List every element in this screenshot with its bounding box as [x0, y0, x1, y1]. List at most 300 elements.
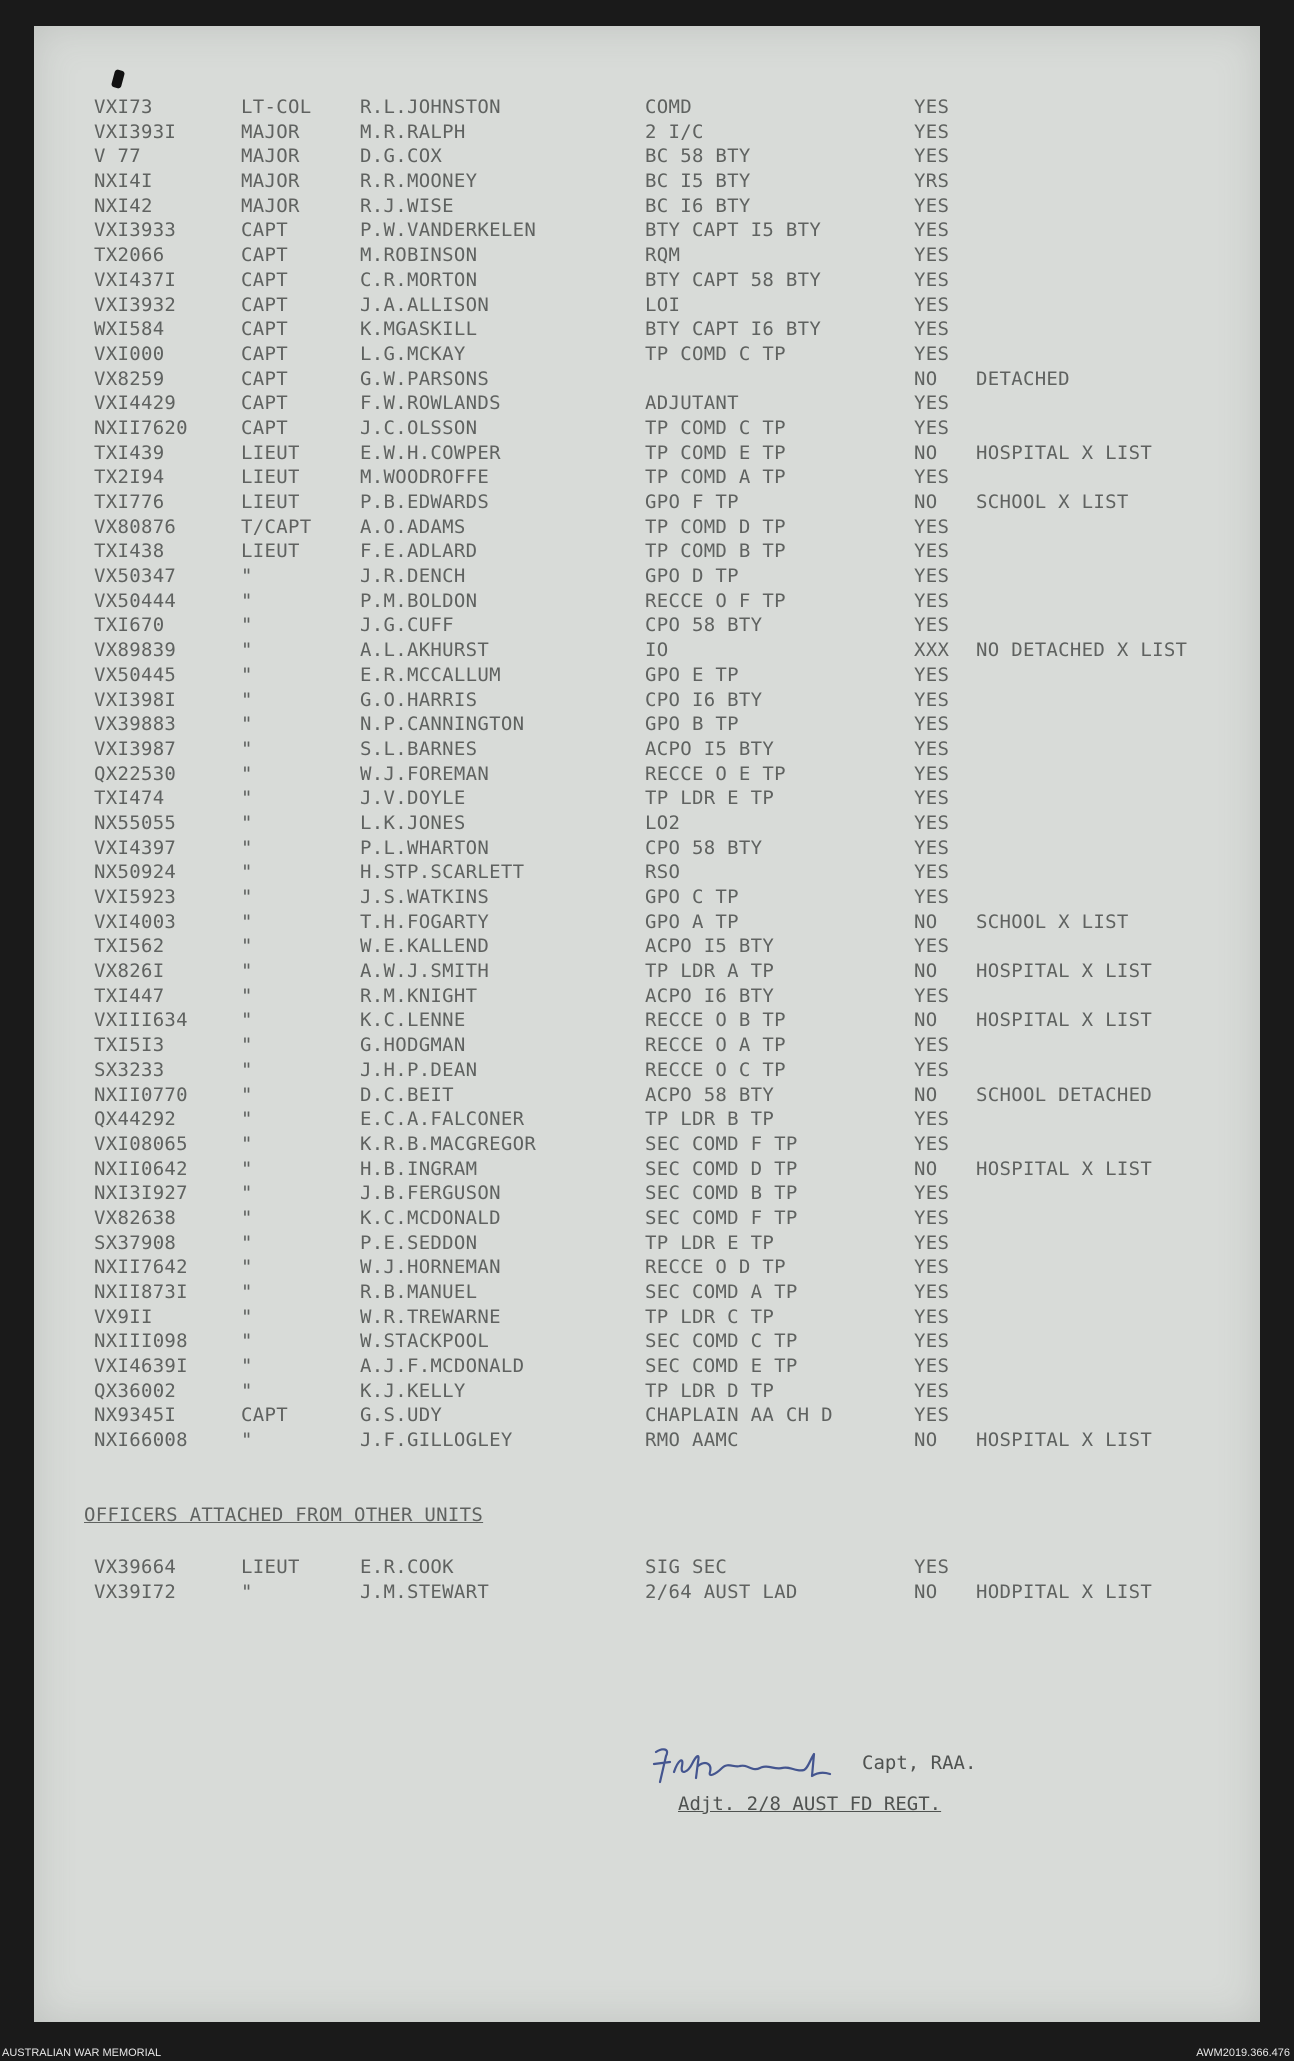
- remark: HOSPITAL X LIST: [976, 960, 1153, 983]
- present-status: YES: [914, 1404, 950, 1427]
- officer-name: J.S.WATKINS: [360, 886, 490, 908]
- appointment: TP LDR D TP: [645, 1379, 775, 1402]
- officer-name: M.ROBINSON: [360, 244, 478, 267]
- service-number: VXI5923: [94, 886, 177, 908]
- appointment: RMO AAMC: [645, 1429, 739, 1452]
- table-row: [94, 465, 1254, 490]
- table-row: [94, 1280, 1254, 1305]
- service-number: VXI08065: [94, 1132, 188, 1155]
- present-status: YES: [914, 293, 950, 316]
- table-row: [94, 959, 1254, 984]
- officer-name: K.R.B.MACGREGOR: [360, 1132, 537, 1155]
- rank: CAPT: [241, 1404, 288, 1427]
- signatory-rank: Capt, RAA.: [862, 1752, 977, 1774]
- officer-name: A.J.F.MCDONALD: [360, 1355, 525, 1378]
- rank: ": [241, 762, 253, 785]
- appointment: TP COMD C TP: [645, 342, 786, 365]
- table-row: [94, 1379, 1254, 1404]
- appointment: GPO C TP: [645, 886, 739, 908]
- table-row: [94, 1555, 1254, 1580]
- rank: ": [241, 737, 253, 760]
- table-row: [94, 169, 1254, 194]
- officer-name: G.HODGMAN: [360, 1034, 466, 1057]
- present-status: YES: [914, 861, 950, 884]
- present-status: YES: [914, 787, 950, 810]
- rank: T/CAPT: [241, 515, 312, 538]
- officer-name: G.O.HARRIS: [360, 688, 478, 711]
- rank: LIEUT: [241, 540, 300, 563]
- service-number: VX80876: [94, 515, 177, 538]
- table-row: [94, 268, 1254, 293]
- officer-name: M.WOODROFFE: [360, 466, 490, 489]
- rank: ": [241, 861, 253, 884]
- remark: HODPITAL X LIST: [976, 1580, 1153, 1603]
- appointment: TP COMD D TP: [645, 515, 786, 538]
- service-number: NXI4I: [94, 170, 153, 193]
- rank: ": [241, 1182, 253, 1205]
- table-row: [94, 1008, 1254, 1033]
- present-status: NO: [914, 910, 938, 933]
- rank: CAPT: [241, 392, 288, 415]
- officer-name: H.STP.SCARLETT: [360, 861, 525, 884]
- service-number: VX9II: [94, 1305, 153, 1328]
- appointment: RECCE O C TP: [645, 1058, 786, 1081]
- officer-name: J.C.OLSSON: [360, 416, 478, 439]
- table-row: [94, 638, 1254, 663]
- present-status: NO: [914, 367, 938, 390]
- rank: ": [241, 836, 253, 859]
- table-row: [94, 1206, 1254, 1231]
- present-status: YES: [914, 1281, 950, 1303]
- service-number: VX8259: [94, 367, 165, 390]
- officer-name: J.V.DOYLE: [360, 787, 466, 810]
- rank: ": [241, 1429, 253, 1452]
- table-row: [94, 589, 1254, 614]
- appointment: SEC COMD F TP: [645, 1132, 798, 1155]
- rank: LT-COL: [241, 96, 312, 118]
- remark: SCHOOL X LIST: [976, 910, 1129, 933]
- table-row: [94, 342, 1254, 367]
- table-row: [94, 243, 1254, 268]
- officer-name: P.L.WHARTON: [360, 836, 490, 859]
- service-number: VX50445: [94, 663, 177, 686]
- table-row: [94, 144, 1254, 169]
- appointment: GPO A TP: [645, 910, 739, 933]
- appointment: ACPO 58 BTY: [645, 1083, 775, 1106]
- present-status: YES: [914, 737, 950, 760]
- officer-name: S.L.BARNES: [360, 737, 478, 760]
- attached-section-title: OFFICERS ATTACHED FROM OTHER UNITS: [84, 1504, 484, 1526]
- remark: HOSPITAL X LIST: [976, 1157, 1153, 1180]
- present-status: YES: [914, 96, 950, 118]
- present-status: YES: [914, 1305, 950, 1328]
- present-status: NO: [914, 491, 938, 513]
- table-row: [94, 490, 1254, 515]
- present-status: NO: [914, 1580, 938, 1603]
- appointment: RECCE O A TP: [645, 1034, 786, 1057]
- table-row: [94, 811, 1254, 836]
- table-row: [94, 95, 1254, 120]
- appointment: SEC COMD A TP: [645, 1281, 798, 1303]
- officer-name: P.E.SEDDON: [360, 1231, 478, 1254]
- table-row: [94, 1083, 1254, 1108]
- officer-roster: [94, 95, 1254, 1453]
- rank: ": [241, 1281, 253, 1303]
- appointment: BTY CAPT I6 BTY: [645, 318, 822, 341]
- service-number: QX36002: [94, 1379, 177, 1402]
- present-status: NO: [914, 1157, 938, 1180]
- present-status: YES: [914, 1556, 950, 1578]
- present-status: YES: [914, 836, 950, 859]
- remark: HOSPITAL X LIST: [976, 441, 1153, 464]
- officer-name: W.J.HORNEMAN: [360, 1256, 501, 1279]
- present-status: YES: [914, 1182, 950, 1205]
- table-row: [94, 1033, 1254, 1058]
- appointment: 2/64 AUST LAD: [645, 1580, 798, 1603]
- table-row: [94, 1354, 1254, 1379]
- appointment: ADJUTANT: [645, 392, 739, 415]
- service-number: NXII873I: [94, 1281, 188, 1303]
- rank: ": [241, 688, 253, 711]
- service-number: VXI3932: [94, 293, 177, 316]
- service-number: TXI474: [94, 787, 165, 810]
- officer-name: K.J.KELLY: [360, 1379, 466, 1402]
- service-number: VXI398I: [94, 688, 177, 711]
- officer-name: E.C.A.FALCONER: [360, 1108, 525, 1131]
- officer-name: R.J.WISE: [360, 194, 454, 217]
- service-number: TXI562: [94, 935, 165, 958]
- present-status: XXX: [914, 639, 950, 662]
- appointment: TP COMD B TP: [645, 540, 786, 563]
- present-status: YES: [914, 713, 950, 736]
- officer-name: F.W.ROWLANDS: [360, 392, 501, 415]
- rank: ": [241, 565, 253, 588]
- present-status: NO: [914, 1083, 938, 1106]
- present-status: YES: [914, 194, 950, 217]
- table-row: [94, 1428, 1254, 1453]
- table-row: [94, 1231, 1254, 1256]
- appointment: ACPO I5 BTY: [645, 737, 775, 760]
- appointment: TP LDR E TP: [645, 1231, 775, 1254]
- rank: ": [241, 1355, 253, 1378]
- officer-name: J.R.DENCH: [360, 565, 466, 588]
- archive-credit: AUSTRALIAN WAR MEMORIAL: [2, 2047, 162, 2059]
- service-number: VXI3933: [94, 219, 177, 242]
- rank: ": [241, 1256, 253, 1279]
- appointment: GPO F TP: [645, 491, 739, 513]
- rank: ": [241, 713, 253, 736]
- appointment: RECCE O B TP: [645, 1009, 786, 1032]
- service-number: VX50347: [94, 565, 177, 588]
- appointment: SEC COMD F TP: [645, 1206, 798, 1229]
- rank: ": [241, 1083, 253, 1106]
- officer-name: K.C.MCDONALD: [360, 1206, 501, 1229]
- rank: CAPT: [241, 367, 288, 390]
- table-row: [94, 737, 1254, 762]
- officer-name: G.W.PARSONS: [360, 367, 490, 390]
- table-row: [94, 885, 1254, 910]
- appointment: TP COMD C TP: [645, 416, 786, 439]
- rank: CAPT: [241, 342, 288, 365]
- appointment: SEC COMD B TP: [645, 1182, 798, 1205]
- rank: MAJOR: [241, 120, 300, 143]
- service-number: VX50444: [94, 589, 177, 612]
- table-row: [94, 934, 1254, 959]
- present-status: YES: [914, 984, 950, 1007]
- appointment: TP LDR B TP: [645, 1108, 775, 1131]
- appointment: SEC COMD E TP: [645, 1355, 798, 1378]
- officer-name: K.MGASKILL: [360, 318, 478, 341]
- present-status: YES: [914, 1108, 950, 1131]
- service-number: VXI4639I: [94, 1355, 188, 1378]
- present-status: NO: [914, 1429, 938, 1452]
- officer-name: J.F.GILLOGLEY: [360, 1429, 513, 1452]
- officer-name: N.P.CANNINGTON: [360, 713, 525, 736]
- service-number: TXI447: [94, 984, 165, 1007]
- rank: ": [241, 1058, 253, 1081]
- rank: ": [241, 935, 253, 958]
- rank: ": [241, 1379, 253, 1402]
- appointment: ACPO I6 BTY: [645, 984, 775, 1007]
- present-status: YES: [914, 886, 950, 908]
- appointment: GPO B TP: [645, 713, 739, 736]
- service-number: NXI42: [94, 194, 153, 217]
- table-row: [94, 1580, 1254, 1605]
- officer-name: R.B.MANUEL: [360, 1281, 478, 1303]
- service-number: NX50924: [94, 861, 177, 884]
- table-row: [94, 317, 1254, 342]
- appointment: GPO E TP: [645, 663, 739, 686]
- officer-name: W.J.FOREMAN: [360, 762, 490, 785]
- officer-name: T.H.FOGARTY: [360, 910, 490, 933]
- present-status: NO: [914, 441, 938, 464]
- service-number: TXI670: [94, 614, 165, 637]
- officer-name: A.W.J.SMITH: [360, 960, 490, 983]
- present-status: YES: [914, 342, 950, 365]
- present-status: YES: [914, 416, 950, 439]
- service-number: QX44292: [94, 1108, 177, 1131]
- table-row: [94, 367, 1254, 392]
- officer-name: D.G.COX: [360, 145, 443, 168]
- appointment: IO: [645, 639, 669, 662]
- table-row: [94, 984, 1254, 1009]
- officer-name: K.C.LENNE: [360, 1009, 466, 1032]
- rank: ": [241, 886, 253, 908]
- remark: SCHOOL DETACHED: [976, 1083, 1153, 1106]
- table-row: [94, 1058, 1254, 1083]
- officer-name: E.R.COOK: [360, 1556, 454, 1578]
- remark: HOSPITAL X LIST: [976, 1429, 1153, 1452]
- service-number: NXII7620: [94, 416, 188, 439]
- rank: CAPT: [241, 219, 288, 242]
- service-number: QX22530: [94, 762, 177, 785]
- service-number: TX2066: [94, 244, 165, 267]
- service-number: NX55055: [94, 811, 177, 834]
- officer-name: L.K.JONES: [360, 811, 466, 834]
- rank: ": [241, 787, 253, 810]
- rank: MAJOR: [241, 145, 300, 168]
- rank: LIEUT: [241, 466, 300, 489]
- present-status: YES: [914, 589, 950, 612]
- officer-name: D.C.BEIT: [360, 1083, 454, 1106]
- appointment: CHAPLAIN AA CH D: [645, 1404, 833, 1427]
- appointment: TP LDR E TP: [645, 787, 775, 810]
- appointment: GPO D TP: [645, 565, 739, 588]
- officer-name: C.R.MORTON: [360, 268, 478, 291]
- officer-name: M.R.RALPH: [360, 120, 466, 143]
- table-row: [94, 1132, 1254, 1157]
- rank: ": [241, 1231, 253, 1254]
- present-status: YES: [914, 1058, 950, 1081]
- present-status: YES: [914, 540, 950, 563]
- table-row: [94, 613, 1254, 638]
- rank: CAPT: [241, 268, 288, 291]
- appointment: ACPO I5 BTY: [645, 935, 775, 958]
- rank: ": [241, 1132, 253, 1155]
- rank: MAJOR: [241, 170, 300, 193]
- service-number: TX2I94: [94, 466, 165, 489]
- officer-name: J.H.P.DEAN: [360, 1058, 478, 1081]
- service-number: TXI5I3: [94, 1034, 165, 1057]
- appointment: SEC COMD C TP: [645, 1330, 798, 1353]
- remark: DETACHED: [976, 367, 1070, 390]
- officer-name: P.W.VANDERKELEN: [360, 219, 537, 242]
- service-number: VXI3987: [94, 737, 177, 760]
- officer-name: F.E.ADLARD: [360, 540, 478, 563]
- rank: LIEUT: [241, 441, 300, 464]
- appointment: SIG SEC: [645, 1556, 728, 1578]
- table-row: [94, 441, 1254, 466]
- service-number: TXI439: [94, 441, 165, 464]
- table-row: [94, 786, 1254, 811]
- present-status: YES: [914, 688, 950, 711]
- table-row: [94, 688, 1254, 713]
- present-status: NO: [914, 960, 938, 983]
- appointment: SEC COMD D TP: [645, 1157, 798, 1180]
- officer-name: A.L.AKHURST: [360, 639, 490, 662]
- table-row: [94, 910, 1254, 935]
- table-row: [94, 515, 1254, 540]
- officer-name: J.A.ALLISON: [360, 293, 490, 316]
- officer-name: W.E.KALLEND: [360, 935, 490, 958]
- remark: SCHOOL X LIST: [976, 491, 1129, 513]
- officer-name: P.M.BOLDON: [360, 589, 478, 612]
- service-number: VX39I72: [94, 1580, 177, 1603]
- service-number: TXI438: [94, 540, 165, 563]
- service-number: TXI776: [94, 491, 165, 513]
- present-status: YES: [914, 614, 950, 637]
- handwritten-signature: [648, 1742, 858, 1788]
- present-status: YES: [914, 268, 950, 291]
- appointment: TP COMD E TP: [645, 441, 786, 464]
- present-status: YES: [914, 1206, 950, 1229]
- officer-name: J.B.FERGUSON: [360, 1182, 501, 1205]
- officer-name: W.STACKPOOL: [360, 1330, 490, 1353]
- rank: LIEUT: [241, 1556, 300, 1578]
- officer-name: E.R.MCCALLUM: [360, 663, 501, 686]
- service-number: V 77: [94, 145, 141, 168]
- officer-name: A.O.ADAMS: [360, 515, 466, 538]
- table-row: [94, 663, 1254, 688]
- rank: ": [241, 1108, 253, 1131]
- appointment: RSO: [645, 861, 681, 884]
- appointment: CPO 58 BTY: [645, 836, 763, 859]
- archive-reference: AWM2019.366.476: [1196, 2047, 1290, 2059]
- service-number: VXI4429: [94, 392, 177, 415]
- officer-name: L.G.MCKAY: [360, 342, 466, 365]
- appointment: TP LDR C TP: [645, 1305, 775, 1328]
- rank: LIEUT: [241, 491, 300, 513]
- appointment: LOI: [645, 293, 681, 316]
- present-status: YES: [914, 1034, 950, 1057]
- table-row: [94, 218, 1254, 243]
- rank: ": [241, 589, 253, 612]
- service-number: VXI000: [94, 342, 165, 365]
- appointment: 2 I/C: [645, 120, 704, 143]
- rank: CAPT: [241, 244, 288, 267]
- officer-name: J.G.CUFF: [360, 614, 454, 637]
- service-number: VX82638: [94, 1206, 177, 1229]
- present-status: YES: [914, 515, 950, 538]
- appointment: TP LDR A TP: [645, 960, 775, 983]
- table-row: [94, 1181, 1254, 1206]
- present-status: YES: [914, 244, 950, 267]
- present-status: YES: [914, 392, 950, 415]
- table-row: [94, 712, 1254, 737]
- present-status: YES: [914, 935, 950, 958]
- appointment: BTY CAPT 58 BTY: [645, 268, 822, 291]
- service-number: NX9345I: [94, 1404, 177, 1427]
- rank: CAPT: [241, 416, 288, 439]
- service-number: NXI66008: [94, 1429, 188, 1452]
- table-row: [94, 564, 1254, 589]
- service-number: VXI4397: [94, 836, 177, 859]
- service-number: VXI393I: [94, 120, 177, 143]
- table-row: [94, 539, 1254, 564]
- appointment: BC I6 BTY: [645, 194, 751, 217]
- officer-name: R.R.MOONEY: [360, 170, 478, 193]
- officer-name: E.W.H.COWPER: [360, 441, 501, 464]
- officer-name: W.R.TREWARNE: [360, 1305, 501, 1328]
- table-row: [94, 293, 1254, 318]
- appointment: BC I5 BTY: [645, 170, 751, 193]
- officer-name: R.L.JOHNSTON: [360, 96, 501, 118]
- service-number: WXI584: [94, 318, 165, 341]
- rank: ": [241, 1206, 253, 1229]
- appointment: RECCE O D TP: [645, 1256, 786, 1279]
- table-row: [94, 120, 1254, 145]
- present-status: YES: [914, 565, 950, 588]
- table-row: [94, 1107, 1254, 1132]
- table-row: [94, 1305, 1254, 1330]
- appointment: BTY CAPT I5 BTY: [645, 219, 822, 242]
- table-row: [94, 416, 1254, 441]
- rank: CAPT: [241, 293, 288, 316]
- present-status: YES: [914, 1256, 950, 1279]
- present-status: YES: [914, 1330, 950, 1353]
- service-number: SX37908: [94, 1231, 177, 1254]
- rank: ": [241, 1157, 253, 1180]
- service-number: VXI4003: [94, 910, 177, 933]
- present-status: YES: [914, 219, 950, 242]
- table-row: [94, 762, 1254, 787]
- rank: ": [241, 663, 253, 686]
- service-number: VX39664: [94, 1556, 177, 1578]
- table-row: [94, 1403, 1254, 1428]
- service-number: NXI3I927: [94, 1182, 188, 1205]
- appointment: TP COMD A TP: [645, 466, 786, 489]
- officer-name: P.B.EDWARDS: [360, 491, 490, 513]
